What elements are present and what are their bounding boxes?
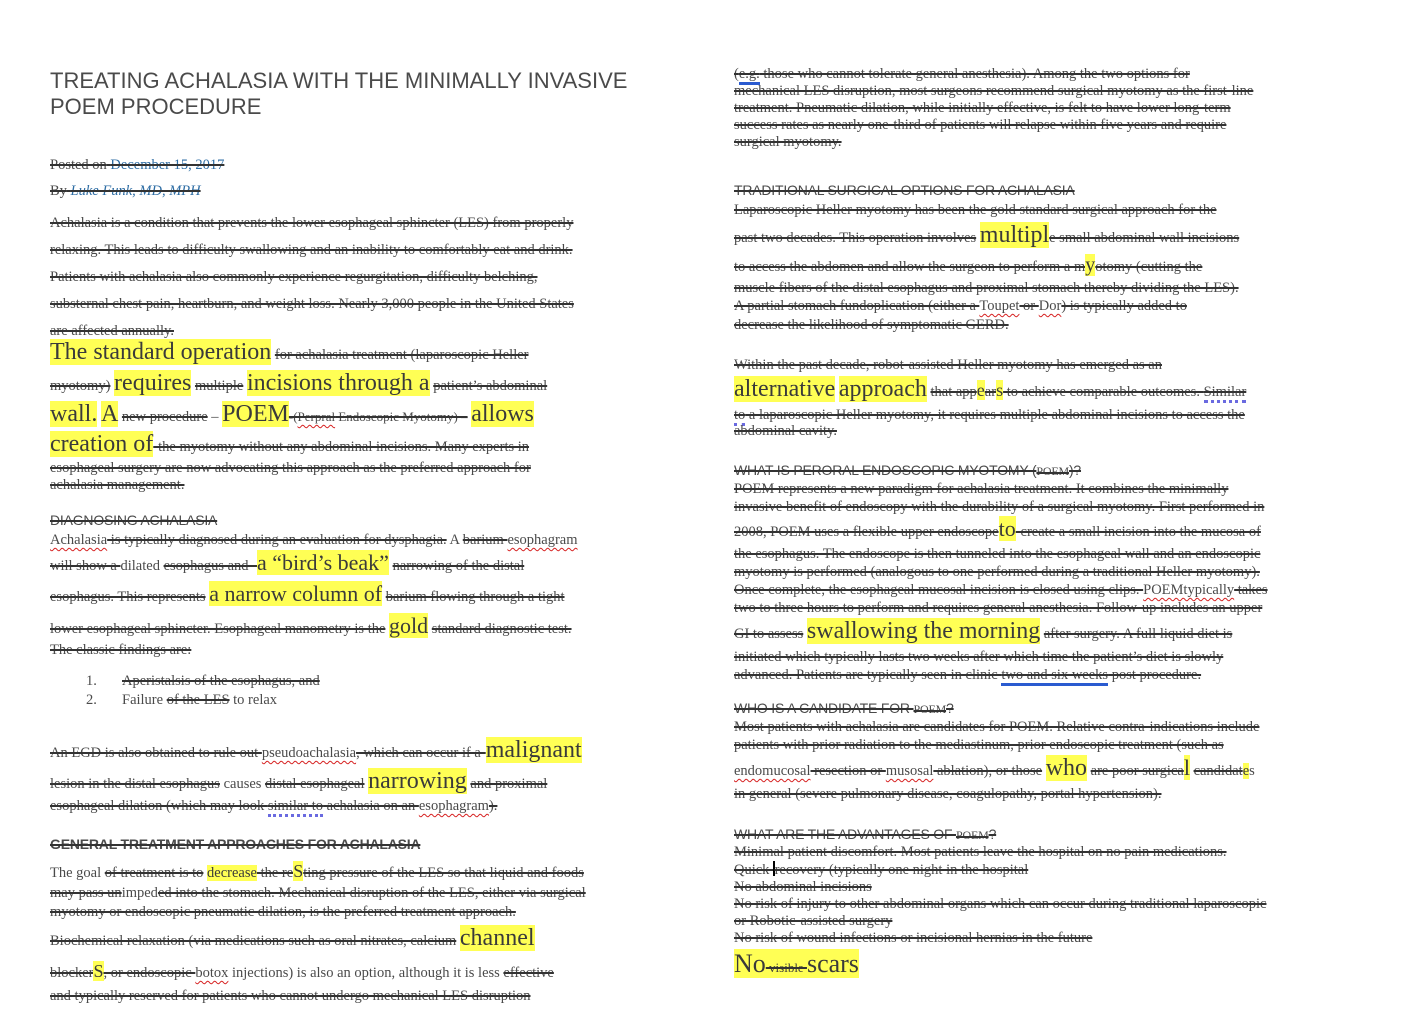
struck-text: -create a small incision into the mucosa of [1015,524,1261,540]
intro-line: substernal chest pain, heartburn, and weight loss. Nearly 3,000 people in the United States [50,296,574,312]
struck-text: advanced. Patients are typically seen in clinic [734,667,1002,683]
struck-text: ting pressure of the LES so that liquid and foods [303,865,584,881]
standard-operation-paragraph [50,338,547,494]
struck-text: treatment. Pneumatic dilation, while initially effective, is felt to have lower long-term [734,100,1231,116]
title-line-2: POEM PROCEDURE [50,94,262,119]
robot-paragraph [734,356,1246,439]
advantage-item: Minimal patient discomfort. Most patients leave the hospital on no pain medications. [734,844,1227,860]
dash: – [207,409,223,425]
spelling-error: musosal [885,763,934,779]
struck-text: 2008, POEM uses a flexible upper endoscope [734,524,999,540]
struck-text: will show a [50,558,121,574]
struck-text: initiated which typically lasts two weeks after which time the patient’s diet is slowly [734,649,1224,665]
highlighted-text: e [976,380,985,400]
highlighted-text: a “bird’s beak” [257,550,389,575]
struck-text: decrease the likelihood of symptomatic GERD. [734,317,1009,333]
struck-text: success rates as nearly one-third of patients will relapse within five years and require [734,117,1227,133]
struck-text: Most patients with achalasia are candidates for POEM. Relative contra-indications include [734,719,1260,735]
highlighted-text: malignant [485,737,582,763]
highlighted-text: s [996,380,1004,400]
struck-text: those who cannot tolerate general anesthesia). Among the two options for [759,66,1190,82]
heading-general-treatment: GENERAL TREATMENT APPROACHES FOR ACHALASIA [50,836,421,852]
struck-text: ( [734,66,739,82]
highlighted-text: S [293,861,304,881]
heading-text: POEM [1036,464,1069,478]
struck-text: and proximal [470,776,548,792]
plain-text: s [1249,763,1255,779]
heading-what-is-poem [734,462,1081,479]
struck-text: e small abdominal wall incisions [1049,230,1240,246]
struck-text: esophagus. This represents [50,589,206,605]
struck-text: to access the abdomen and allow the surgeon to perform a m [734,259,1086,275]
byline [50,183,201,200]
struck-text: lower esophageal sphincter. Esophageal manometry is the [50,621,386,637]
struck-text: in general (severe pulmonary disease, coagulopathy, portal hypertension). [734,786,1162,802]
highlighted-text: wall. [50,401,98,427]
findings-list [86,672,320,710]
struck-text: , or endoscopic [103,965,196,981]
posted-label: Posted on [50,157,107,173]
struck-text: achalasia management. [50,477,185,493]
eg-suggestion[interactable]: e.g. [739,66,760,85]
highlighted-text: multipl [979,222,1050,248]
struck-text: A partial stomach fundoplication (either a [734,298,980,314]
heading-text: POEM [913,702,947,716]
struck-text: An EGD is also obtained to rule out [50,745,262,761]
struck-text: lesion in the distal esophagus [50,776,220,792]
author-link[interactable]: Luke Funk, MD, MPH [70,183,201,199]
struck-text: ablation), or those [933,763,1043,779]
by-label: By [50,183,67,199]
struck-text: and typically reserved for patients who cannot undergo mechanical LES disruption [50,988,531,1004]
struck-text: myotomy) [50,378,111,394]
spelling-error: Achalasia [50,532,108,548]
advantage-item: No risk of injury to other abdominal organs which can occur during traditional laparoscopic [734,896,1267,912]
spelling-error: Perpral [297,409,336,424]
advantage-item [734,861,1266,879]
post-date [50,157,224,174]
page-title [50,68,627,120]
spelling-error: esophagram [507,532,578,548]
struck-text: Laparoscopic Heller myotomy has been the gold standard surgical approach for the [734,202,1217,218]
list-item [86,691,320,710]
list-text: Failure [122,692,167,708]
heading-text: ? [988,826,997,842]
struck-text: -( [288,409,298,424]
highlighted-text: POEM [222,401,289,427]
struck-text: patients with prior radiation to the mediastinum, prior endoscopic treatment (such as [734,737,1224,753]
highlighted-text: e [1242,763,1250,779]
struck-text: esophageal dilation (which may look [50,798,268,814]
highlighted-text: to [998,516,1016,541]
struck-text: GI to assess [734,626,804,642]
struck-text: abdominal cavity. [734,423,837,439]
heading-text: WHAT IS PERORAL ENDOSCOPIC MYOTOMY ( [734,462,1037,478]
highlighted-text: a narrow column of [209,581,383,606]
egd-paragraph [50,736,582,814]
spelling-error: POEMtypically [1143,582,1235,598]
advantage-text: recovery (typically one night in the hospital [774,862,1029,878]
list-number: 2. [86,692,97,708]
advantage-item: No abdominal incisions [734,879,872,895]
struck-text: barium [462,532,508,548]
advantages-list [734,844,1266,985]
struck-text: , which can occur if a- [356,745,486,761]
struck-text: are poor surgica [1090,763,1184,779]
struck-text: Biochemical relaxation (via medications such as oral nitrates, calcium [50,933,457,949]
struck-text: Once complete, the esophageal mucosal incision is closed using clips. [734,582,1144,598]
struck-text: ). [488,798,498,814]
spelling-error: Toupet [979,298,1020,314]
heading-text: POEM [956,828,989,842]
intro-line: Achalasia is a condition that prevents the lower esophageal sphincter (LES) from properly [50,215,574,231]
spelling-error: pseudoachalasia [261,745,357,761]
struck-text: narrowing of the distal [392,558,525,574]
struck-text: a laparoscopic Heller myotomy, it requires multiple abdominal incisions to access the [745,407,1245,423]
struck-text: post procedure. [1108,667,1202,683]
plain-text: imped [121,885,158,901]
highlighted-text: scars [806,949,859,978]
what-is-poem-paragraph [734,480,1268,684]
struck-text: may pass un [50,885,122,901]
struck-text: distal esophageal [265,776,365,792]
struck-text: achalasia on an [323,798,419,814]
highlighted-text: who [1045,755,1088,781]
list-text: Aperistalsis of the esophagus, and [122,673,320,689]
plain-text: A [446,532,463,548]
intro-paragraph [50,210,574,345]
plain-text: The goal [50,865,105,881]
struck-text: takes [1234,582,1268,598]
heading-text: )? [1068,462,1082,478]
heading-candidate [734,700,954,717]
intro-line: are affected annually. [50,323,174,339]
plain-text: causes [219,776,266,792]
heading-text: ? [946,700,954,716]
grammar-suggestion[interactable]: to [734,407,745,426]
struck-text: multiple [194,378,244,394]
intro-line: Patients with achalasia also commonly experience regurgitation, difficulty belching, [50,269,538,285]
heading-text: WHAT ARE THE ADVANTAGES OF [734,826,957,842]
highlighted-text: swallowing the morning [806,618,1041,644]
struck-text: invasive benefit of endoscopy with the durability of a surgical myotomy. First performed in [734,499,1265,515]
heading-diagnosing: DIAGNOSING ACHALASIA [50,512,218,528]
struck-text: to achieve comparable outcomes. [1003,384,1204,400]
highlighted-text: approach [838,376,927,402]
struck-text: barium flowing through a tight [385,589,565,605]
struck-text: two to three hours to perform and requires general anesthesia. Follow-up includes an upper [734,600,1263,616]
struck-text: POEM represents a new paradigm for achalasia treatment. It combines the minimally [734,481,1229,497]
highlighted-text: decrease [207,865,257,881]
struck-text: the esophagus. The endoscope is then tunneled into the esophageal wall and an endoscopic [734,546,1261,562]
struck-text: that app [930,384,977,400]
struck-text: new procedure [121,409,208,425]
diagnosing-paragraph [50,530,578,657]
struck-text: Within the past decade, robot-assisted Heller myotomy has emerged as an [734,357,1162,373]
highlighted-text: No [734,949,766,978]
advantage-item: No risk of wound infections or incisional hernias in the future [734,930,1093,946]
advantage-item: or Robotic-assisted surgery [734,913,893,929]
struck-text: ar [984,384,997,400]
struck-text: esophageal surgery are now advocating this approach as the preferred approach for [50,460,531,476]
struck-text: for achalasia treatment (laparoscopic Heller [274,347,529,363]
date-link[interactable]: December 15, 2017 [110,157,225,173]
struck-text: -the myotomy without any abdominal incisions. Many experts in [153,439,530,455]
struck-text: patient’s abdominal [433,378,548,394]
list-number: 1. [86,673,97,689]
grammar-suggestion[interactable]: similar to [268,798,323,817]
struck-text: Endoscopic Myotomy) – [335,409,468,424]
struck-text: standard diagnostic test. [431,621,572,637]
struck-text: after surgery. A full liquid diet is [1043,626,1233,642]
highlighted-text: A [100,401,119,427]
spelling-error: Dor [1038,298,1062,314]
highlighted-text: narrowing [368,768,467,794]
struck-text: myotomy or endoscopic pneumatic dilation, is the preferred treatment approach. [50,904,516,920]
struck-text: past two decades. This operation involves [734,230,977,246]
struck-text: esophagus and - [163,558,257,574]
highlighted-text: gold [389,613,429,638]
struck-text: The classic findings are: [50,642,192,658]
struck-text: of the LES [166,692,230,708]
struck-text: mechanical LES disruption, most surgeons recommend surgical myotomy as the first-line [734,83,1254,99]
struck-text: candidat [1193,763,1243,779]
traditional-paragraph [734,200,1239,335]
style-suggestion[interactable]: two and six weeks [1001,667,1108,686]
spelling-error: botox [195,965,229,981]
treatment-continued-paragraph [734,66,1253,151]
struck-text: of treatment is to [104,865,204,881]
advantage-text: Quick [734,862,774,878]
highlighted-text: The standard operation [50,339,272,365]
highlighted-text: allows [471,401,534,427]
title-line-1: TREATING ACHALASIA WITH THE MINIMALLY INVASIVE [50,68,628,93]
general-treatment-paragraph [50,860,586,1006]
heading-traditional-surgical: TRADITIONAL SURGICAL OPTIONS FOR ACHALASIA [734,182,1075,198]
struck-text: muscle fibers of the distal esophagus and proximal stomach thereby dividing the LES). [734,280,1239,296]
plain-text: dilated [120,558,164,574]
heading-advantages [734,826,996,843]
heading-text: WHO IS A CANDIDATE FOR [734,700,914,716]
highlighted-text: S [93,961,104,981]
spelling-error: endomucosal [734,763,811,779]
struck-text: visible [765,960,807,975]
candidate-paragraph [734,718,1259,803]
struck-text: blocker [50,965,94,981]
highlighted-text: channel [459,925,535,951]
struck-text: is typically diagnosed during an evaluation for dysphagia. [107,532,447,548]
highlighted-text: requires [114,370,192,396]
struck-text: myotomy is performed (analogous to one performed during a traditional Heller myotomy). [734,564,1260,580]
highlighted-text: creation of [50,431,154,457]
list-text: to relax [229,692,278,708]
grammar-suggestion[interactable]: Similar [1204,384,1247,403]
highlighted-text: alternative [734,376,836,402]
spelling-error: esophagram [418,798,489,814]
highlighted-text: incisions through a [246,370,430,396]
struck-text: resection or [810,763,886,779]
highlighted-text: y [1085,254,1096,276]
struck-text: effective [503,965,554,981]
struck-text: the re [256,865,294,881]
highlighted-text: l [1183,755,1190,780]
struck-text: ) is typically added to [1061,298,1187,314]
plain-text: injections) is also an option, although it is less [228,965,504,981]
intro-line: relaxing. This leads to difficulty swallowing and an inability to comfortably eat and drink. [50,242,573,258]
struck-text: surgical myotomy. [734,134,842,150]
struck-text: ed into the stomach. Mechanical disruption of the LES, either via surgical [157,885,586,901]
list-item [86,672,320,691]
struck-text: or [1019,298,1039,314]
struck-text: otomy (cutting the [1095,259,1203,275]
